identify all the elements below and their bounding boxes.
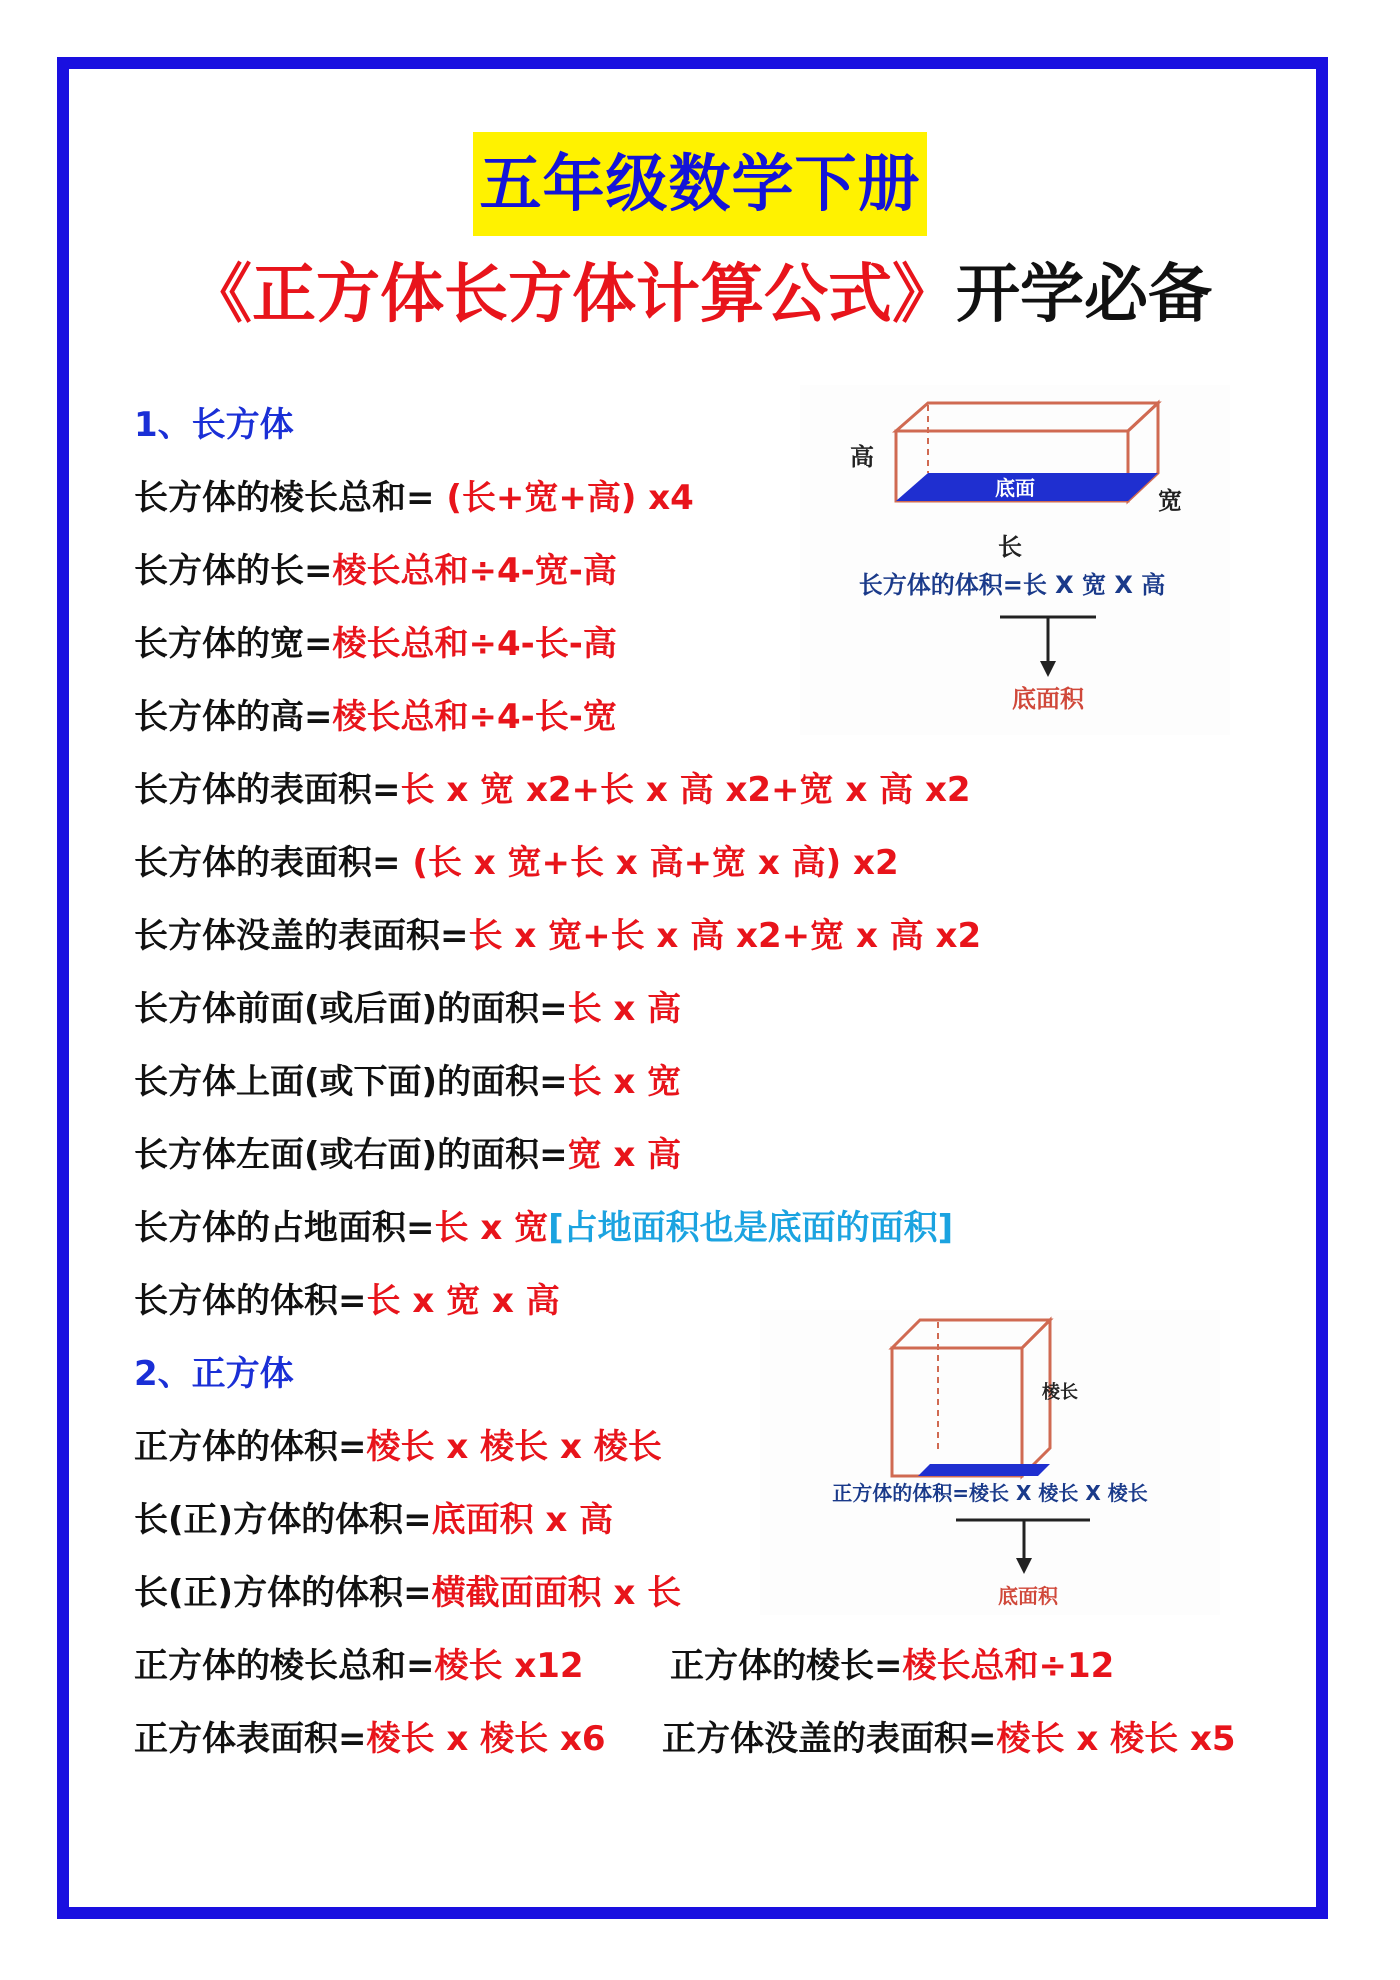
formula-label: 长方体没盖的表面积=	[134, 916, 469, 956]
formula-label: 长方体的表面积=	[134, 843, 401, 883]
formula-row	[134, 1714, 606, 1764]
formula-row	[134, 838, 899, 888]
width-label: 宽	[1158, 487, 1182, 515]
cube-base-face	[918, 1464, 1050, 1476]
formula-expr: (长+宽+高) x4	[434, 478, 694, 518]
formula-expr: (长 x 宽+长 x 高+宽 x 高) x2	[400, 843, 899, 883]
title-main: 正方体长方体计算公式	[252, 258, 892, 332]
formula-row	[134, 1568, 681, 1618]
formula-expr: 棱长总和÷4-宽-高	[332, 551, 617, 591]
formula-label: 长(正)方体的体积=	[134, 1500, 432, 1540]
formula-label: 长方体的棱长总和=	[134, 478, 435, 518]
formula-expr: 底面积 x 高	[431, 1500, 614, 1540]
formula-label: 长方体上面(或下面)的面积=	[134, 1062, 568, 1102]
title-suffix: 开学必备	[956, 258, 1212, 332]
formula-row	[134, 1057, 681, 1107]
title-close-bracket: 》	[892, 258, 956, 332]
formula-row	[134, 1641, 584, 1691]
formula-label: 长方体的表面积=	[134, 770, 401, 810]
formula-expr: 棱长 x 棱长 x5	[996, 1719, 1236, 1759]
edge-label: 棱长	[1042, 1382, 1078, 1403]
cube-diagram	[760, 1310, 1220, 1615]
formula-expr: 横截面面积 x 长	[431, 1573, 682, 1613]
base-label: 底面	[995, 476, 1035, 500]
formula-label: 长方体前面(或后面)的面积=	[134, 989, 568, 1029]
title-line1: 五年级数学下册	[473, 132, 926, 236]
formula-expr: 棱长总和÷4-长-宽	[332, 697, 617, 737]
formula-row	[134, 546, 617, 596]
formula-row	[134, 1495, 613, 1545]
cuboid-diagram	[800, 385, 1230, 735]
section2-heading: 2、正方体	[134, 1354, 294, 1394]
formula-label: 长方体左面(或右面)的面积=	[134, 1135, 568, 1175]
formula-row	[134, 911, 981, 961]
formula-row	[662, 1714, 1236, 1764]
formula-row	[134, 1130, 681, 1180]
formula-note: [占地面积也是底面的面积]	[548, 1208, 954, 1248]
formula-label: 长方体的占地面积=	[134, 1208, 435, 1248]
formula-row	[134, 692, 617, 742]
cuboid-volume-formula: 长方体的体积=长 X 宽 X 高	[858, 571, 1166, 599]
formula-label: 长方体的宽=	[134, 624, 333, 664]
formula-expr: 长 x 宽 x2+长 x 高 x2+宽 x 高 x2	[400, 770, 971, 810]
formula-label: 长方体的体积=	[134, 1281, 367, 1321]
formula-label: 正方体没盖的表面积=	[662, 1719, 997, 1759]
formula-expr: 棱长 x12	[434, 1646, 584, 1686]
title-line1-wrap	[0, 132, 1400, 236]
formula-row	[134, 1422, 662, 1472]
formula-expr: 宽 x 高	[567, 1135, 682, 1175]
cube-base-area-label: 底面积	[998, 1584, 1058, 1608]
formula-row	[134, 984, 681, 1034]
formula-expr: 棱长 x 棱长 x6	[366, 1719, 606, 1759]
length-label: 长	[998, 533, 1022, 561]
title-open-bracket: 《	[188, 258, 252, 332]
formula-label: 正方体的棱长总和=	[134, 1646, 435, 1686]
formula-row	[134, 1203, 953, 1253]
formula-row	[134, 765, 971, 815]
formula-label: 正方体表面积=	[134, 1719, 367, 1759]
formula-expr: 长 x 宽+长 x 高 x2+宽 x 高 x2	[468, 916, 982, 956]
formula-expr: 长 x 宽 x 高	[366, 1281, 560, 1321]
formula-expr: 棱长总和÷4-长-高	[332, 624, 617, 664]
formula-expr: 长 x 宽	[567, 1062, 682, 1102]
title-line2	[0, 250, 1400, 340]
formula-label: 长方体的长=	[134, 551, 333, 591]
formula-label: 长方体的高=	[134, 697, 333, 737]
height-label: 高	[850, 443, 874, 471]
formula-expr: 棱长总和÷12	[902, 1646, 1115, 1686]
formula-label: 正方体的体积=	[134, 1427, 367, 1467]
formula-expr: 棱长 x 棱长 x 棱长	[366, 1427, 662, 1467]
formula-label: 正方体的棱长=	[670, 1646, 903, 1686]
cube-volume-formula: 正方体的体积=棱长 X 棱长 X 棱长	[832, 1481, 1148, 1505]
section1-heading: 1、长方体	[134, 405, 294, 445]
formula-row	[134, 1276, 560, 1326]
formula-label: 长(正)方体的体积=	[134, 1573, 432, 1613]
formula-row	[134, 473, 694, 523]
formula-expr: 长 x 宽	[434, 1208, 549, 1248]
cube-diagram-bg	[760, 1310, 1220, 1615]
cuboid-base-area-label: 底面积	[1012, 685, 1084, 713]
formula-row	[134, 619, 617, 669]
formula-expr: 长 x 高	[567, 989, 682, 1029]
formula-row	[670, 1641, 1114, 1691]
